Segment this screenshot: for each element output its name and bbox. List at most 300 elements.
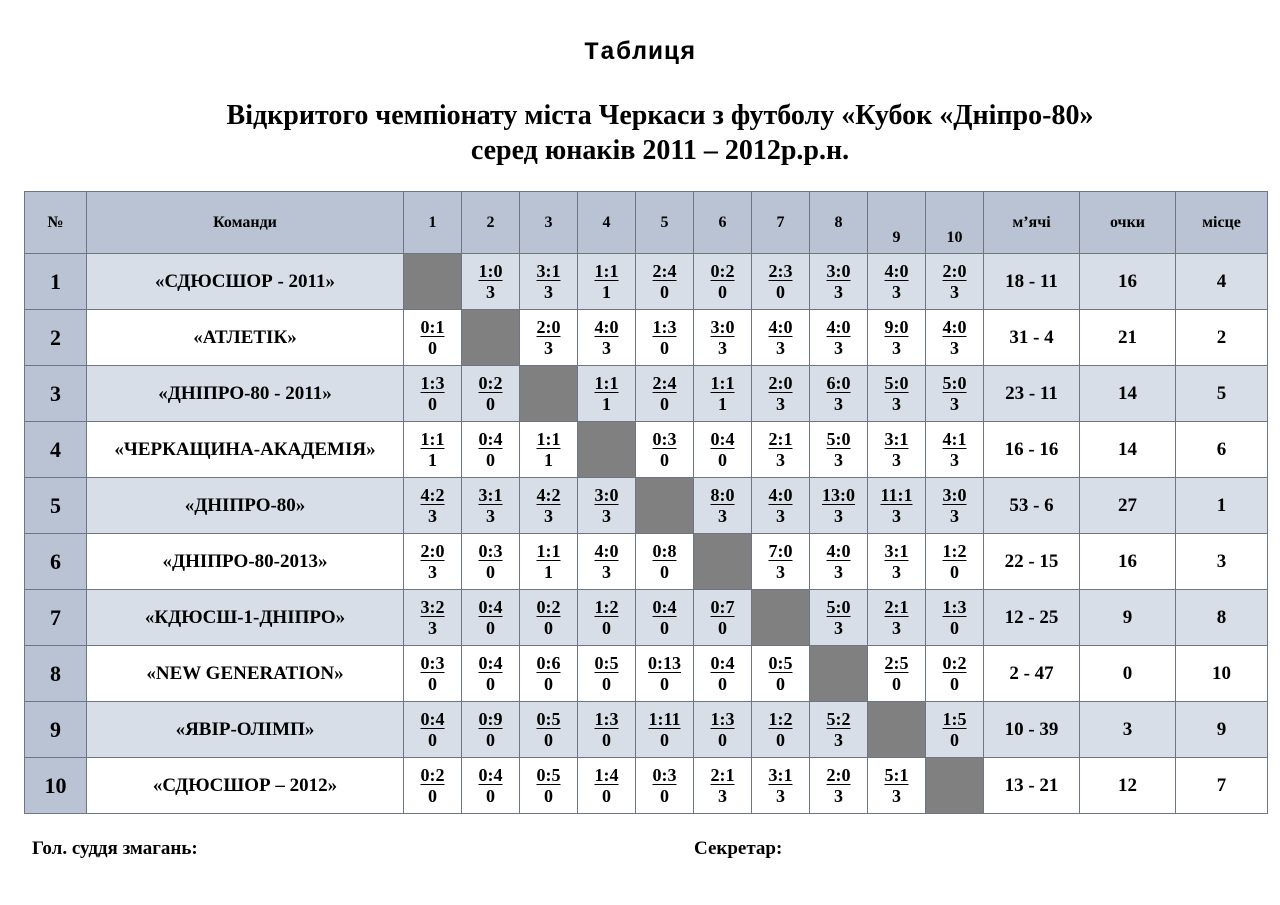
match-score: 1:1 — [536, 428, 561, 449]
match-score: 0:4 — [710, 652, 735, 673]
match-points: 3 — [602, 561, 611, 582]
match-points: 1 — [544, 561, 553, 582]
match-points: 0 — [892, 673, 901, 694]
table-row — [25, 758, 1268, 814]
match-points: 0 — [602, 785, 611, 806]
table-row — [25, 478, 1268, 534]
match-score: 1:1 — [536, 540, 561, 561]
subtitle-line-2: серед юнаків 2011 – 2012р.р.н. — [470, 135, 850, 166]
match-score: 1:3 — [594, 708, 619, 729]
goals-cell: 23 - 11 — [984, 366, 1080, 422]
match-result-cell — [926, 422, 984, 478]
match-points: 0 — [428, 673, 437, 694]
match-points: 1 — [602, 281, 611, 302]
match-result — [537, 261, 561, 303]
match-points: 0 — [718, 281, 727, 302]
match-score: 3:1 — [768, 764, 793, 785]
match-result-cell — [694, 478, 752, 534]
match-score: 0:4 — [478, 428, 503, 449]
match-score: 2:0 — [420, 540, 445, 561]
match-score: 0:13 — [648, 652, 681, 673]
match-score: 9:0 — [884, 316, 909, 337]
match-score: 4:2 — [536, 484, 561, 505]
row-number: 2 — [25, 310, 87, 366]
team-name: «СДЮСШОР - 2011» — [87, 254, 404, 310]
points-cell: 16 — [1080, 254, 1176, 310]
match-score: 0:7 — [710, 596, 735, 617]
match-result — [827, 597, 851, 639]
match-score: 0:3 — [420, 652, 445, 673]
self-match-cell — [752, 590, 810, 646]
match-result — [769, 541, 793, 583]
match-score: 2:5 — [884, 652, 909, 673]
match-result-cell — [520, 310, 578, 366]
match-score: 4:0 — [826, 316, 851, 337]
match-score: 1:4 — [594, 764, 619, 785]
match-result — [769, 709, 793, 751]
match-score: 2:1 — [710, 764, 735, 785]
page-title: Таблиця — [583, 38, 697, 67]
match-points: 3 — [486, 281, 495, 302]
header-goals: м’ячі — [984, 192, 1080, 254]
match-result-cell — [404, 646, 462, 702]
match-points: 3 — [834, 449, 843, 470]
match-points: 0 — [718, 449, 727, 470]
match-points: 0 — [776, 673, 785, 694]
match-score: 2:0 — [942, 260, 967, 281]
match-score: 1:1 — [594, 260, 619, 281]
match-result-cell — [926, 590, 984, 646]
match-result — [595, 597, 619, 639]
match-points: 3 — [776, 449, 785, 470]
match-result-cell — [752, 758, 810, 814]
match-score: 2:0 — [536, 316, 561, 337]
match-result — [885, 261, 909, 303]
match-points: 0 — [486, 393, 495, 414]
match-score: 1:2 — [594, 596, 619, 617]
match-result — [595, 653, 619, 695]
match-score: 4:0 — [942, 316, 967, 337]
match-result — [653, 429, 677, 471]
match-result — [421, 429, 445, 471]
match-result-cell — [868, 254, 926, 310]
match-result — [421, 653, 445, 695]
match-result-cell — [694, 422, 752, 478]
match-points: 3 — [950, 449, 959, 470]
table-row — [25, 702, 1268, 758]
match-result-cell — [404, 590, 462, 646]
match-result — [479, 765, 503, 807]
self-match-cell — [636, 478, 694, 534]
match-result — [595, 373, 619, 415]
match-points: 3 — [950, 337, 959, 358]
match-points: 0 — [486, 673, 495, 694]
match-points: 0 — [950, 729, 959, 750]
match-points: 1 — [602, 393, 611, 414]
match-result — [885, 541, 909, 583]
match-result-cell — [636, 310, 694, 366]
match-score: 0:4 — [478, 652, 503, 673]
team-name: «ЧЕРКАЩИНА-АКАДЕМІЯ» — [87, 422, 404, 478]
match-result — [769, 765, 793, 807]
match-score: 4:0 — [594, 540, 619, 561]
match-score: 3:0 — [710, 316, 735, 337]
match-score: 1:1 — [594, 372, 619, 393]
match-result-cell — [404, 366, 462, 422]
match-result — [421, 485, 445, 527]
match-score: 0:3 — [652, 764, 677, 785]
match-result — [943, 429, 967, 471]
match-result-cell — [520, 590, 578, 646]
points-cell: 14 — [1080, 366, 1176, 422]
match-points: 3 — [834, 729, 843, 750]
match-result — [885, 373, 909, 415]
match-score: 0:2 — [420, 764, 445, 785]
table-row — [25, 590, 1268, 646]
match-result-cell — [926, 478, 984, 534]
match-score: 7:0 — [768, 540, 793, 561]
team-name: «ДНІПРО-80» — [87, 478, 404, 534]
match-result-cell — [578, 310, 636, 366]
match-result — [885, 765, 909, 807]
match-result-cell — [868, 646, 926, 702]
match-result — [943, 261, 967, 303]
match-result — [885, 653, 909, 695]
match-score: 1:3 — [652, 316, 677, 337]
match-result-cell — [926, 702, 984, 758]
points-cell: 16 — [1080, 534, 1176, 590]
place-cell: 2 — [1176, 310, 1268, 366]
match-points: 3 — [834, 505, 843, 526]
match-result-cell — [520, 702, 578, 758]
match-result-cell — [926, 254, 984, 310]
match-result-cell — [636, 366, 694, 422]
match-score: 2:3 — [768, 260, 793, 281]
match-result-cell — [578, 702, 636, 758]
place-cell: 5 — [1176, 366, 1268, 422]
place-cell: 8 — [1176, 590, 1268, 646]
match-result-cell — [462, 590, 520, 646]
match-result-cell — [694, 758, 752, 814]
points-cell: 21 — [1080, 310, 1176, 366]
match-score: 1:5 — [942, 708, 967, 729]
match-score: 0:6 — [536, 652, 561, 673]
match-score: 3:1 — [536, 260, 561, 281]
match-points: 0 — [660, 561, 669, 582]
match-score: 1:3 — [942, 596, 967, 617]
match-result — [479, 373, 503, 415]
match-points: 3 — [602, 505, 611, 526]
match-result-cell — [752, 422, 810, 478]
match-score: 0:1 — [420, 316, 445, 337]
match-result-cell — [462, 758, 520, 814]
match-result-cell — [578, 366, 636, 422]
match-result — [711, 765, 735, 807]
match-result — [827, 541, 851, 583]
match-result-cell — [462, 422, 520, 478]
match-score: 0:5 — [768, 652, 793, 673]
match-result-cell — [752, 702, 810, 758]
place-cell: 7 — [1176, 758, 1268, 814]
match-points: 3 — [892, 337, 901, 358]
match-result-cell — [868, 310, 926, 366]
match-score: 4:1 — [942, 428, 967, 449]
match-result-cell — [926, 310, 984, 366]
goals-cell: 12 - 25 — [984, 590, 1080, 646]
match-score: 0:5 — [594, 652, 619, 673]
row-number: 9 — [25, 702, 87, 758]
match-result-cell — [810, 422, 868, 478]
goals-cell: 13 - 21 — [984, 758, 1080, 814]
match-result — [537, 765, 561, 807]
match-points: 0 — [660, 617, 669, 638]
match-result — [943, 653, 967, 695]
points-cell: 0 — [1080, 646, 1176, 702]
self-match-cell — [694, 534, 752, 590]
match-points: 3 — [834, 393, 843, 414]
standings-table — [24, 191, 1268, 814]
table-row — [25, 646, 1268, 702]
goals-cell: 16 - 16 — [984, 422, 1080, 478]
self-match-cell — [810, 646, 868, 702]
match-result — [711, 709, 735, 751]
match-points: 3 — [834, 617, 843, 638]
match-score: 0:3 — [652, 428, 677, 449]
match-result — [479, 485, 503, 527]
match-score: 1:11 — [648, 708, 681, 729]
goals-cell: 53 - 6 — [984, 478, 1080, 534]
team-name: «СДЮСШОР – 2012» — [87, 758, 404, 814]
header-col-1: 1 — [404, 192, 462, 254]
match-score: 11:1 — [880, 484, 913, 505]
match-result — [537, 429, 561, 471]
match-score: 3:1 — [884, 428, 909, 449]
match-points: 0 — [660, 281, 669, 302]
match-points: 0 — [718, 729, 727, 750]
match-points: 3 — [892, 785, 901, 806]
header-col-9: 9 — [868, 192, 926, 254]
match-result — [769, 653, 793, 695]
table-row — [25, 254, 1268, 310]
match-points: 0 — [486, 561, 495, 582]
match-score: 5:1 — [884, 764, 909, 785]
match-result — [822, 485, 855, 527]
place-cell: 4 — [1176, 254, 1268, 310]
header-team: Команди — [87, 192, 404, 254]
match-result — [711, 485, 735, 527]
match-result — [595, 709, 619, 751]
team-name: «ЯВІР-ОЛІМП» — [87, 702, 404, 758]
match-result — [827, 765, 851, 807]
match-result — [711, 317, 735, 359]
match-score: 0:5 — [536, 764, 561, 785]
match-result — [653, 597, 677, 639]
match-score: 0:8 — [652, 540, 677, 561]
match-result — [537, 597, 561, 639]
match-points: 1 — [718, 393, 727, 414]
points-cell: 12 — [1080, 758, 1176, 814]
match-score: 13:0 — [822, 484, 855, 505]
goals-cell: 2 - 47 — [984, 646, 1080, 702]
match-points: 0 — [776, 729, 785, 750]
match-result — [648, 653, 681, 695]
match-points: 3 — [950, 281, 959, 302]
self-match-cell — [578, 422, 636, 478]
table-row — [25, 366, 1268, 422]
match-result-cell — [462, 534, 520, 590]
match-result-cell — [520, 422, 578, 478]
match-result — [943, 373, 967, 415]
match-score: 0:2 — [478, 372, 503, 393]
row-number: 5 — [25, 478, 87, 534]
match-score: 0:4 — [478, 764, 503, 785]
match-score: 1:0 — [478, 260, 503, 281]
match-result — [711, 261, 735, 303]
place-cell: 3 — [1176, 534, 1268, 590]
match-result-cell — [868, 534, 926, 590]
match-result — [711, 373, 735, 415]
match-points: 3 — [718, 337, 727, 358]
match-score: 2:1 — [768, 428, 793, 449]
match-score: 2:4 — [652, 372, 677, 393]
match-result-cell — [810, 254, 868, 310]
match-result — [421, 765, 445, 807]
match-score: 0:3 — [478, 540, 503, 561]
match-result-cell — [694, 646, 752, 702]
match-result — [653, 541, 677, 583]
match-result — [595, 541, 619, 583]
match-result-cell — [578, 646, 636, 702]
match-points: 3 — [891, 505, 901, 526]
match-result-cell — [578, 478, 636, 534]
match-points: 3 — [544, 505, 553, 526]
subtitle-line-1: Відкритого чемпіонату міста Черкаси з футболу «Кубок «Дніпро-80» — [226, 100, 1094, 131]
match-points: 3 — [892, 617, 901, 638]
match-score: 0:4 — [710, 428, 735, 449]
match-score: 1:1 — [420, 428, 445, 449]
match-score: 0:4 — [478, 596, 503, 617]
table-row — [25, 422, 1268, 478]
match-result-cell — [520, 758, 578, 814]
match-score: 4:0 — [826, 540, 851, 561]
match-points: 1 — [428, 449, 437, 470]
match-result-cell — [694, 254, 752, 310]
match-result — [943, 317, 967, 359]
match-result-cell — [462, 366, 520, 422]
match-result-cell — [694, 702, 752, 758]
match-result — [537, 317, 561, 359]
match-result — [479, 541, 503, 583]
match-result-cell — [404, 422, 462, 478]
match-result-cell — [636, 422, 694, 478]
match-result — [421, 597, 445, 639]
match-result-cell — [810, 758, 868, 814]
row-number: 6 — [25, 534, 87, 590]
match-score: 6:0 — [826, 372, 851, 393]
match-points: 3 — [950, 393, 959, 414]
match-points: 0 — [950, 673, 959, 694]
match-score: 1:2 — [768, 708, 793, 729]
match-result-cell — [926, 534, 984, 590]
match-score: 2:1 — [884, 596, 909, 617]
match-score: 1:3 — [420, 372, 445, 393]
header-col-2: 2 — [462, 192, 520, 254]
match-result — [479, 429, 503, 471]
match-points: 3 — [892, 449, 901, 470]
match-result — [943, 541, 967, 583]
row-number: 10 — [25, 758, 87, 814]
match-result-cell — [810, 590, 868, 646]
table-row — [25, 534, 1268, 590]
match-result — [827, 373, 851, 415]
standings-body — [25, 254, 1268, 814]
match-score: 8:0 — [710, 484, 735, 505]
match-points: 0 — [486, 729, 495, 750]
match-result-cell — [752, 534, 810, 590]
match-score: 1:1 — [710, 372, 735, 393]
match-result — [827, 709, 851, 751]
match-result — [595, 261, 619, 303]
match-result-cell — [868, 478, 926, 534]
match-points: 3 — [834, 785, 843, 806]
match-result — [711, 653, 735, 695]
match-score: 4:0 — [768, 316, 793, 337]
self-match-cell — [868, 702, 926, 758]
match-result — [595, 317, 619, 359]
self-match-cell — [462, 310, 520, 366]
match-result — [648, 709, 680, 751]
match-points: 3 — [544, 281, 553, 302]
match-points: 0 — [950, 617, 959, 638]
match-result — [653, 261, 677, 303]
match-score: 1:2 — [942, 540, 967, 561]
header-col-5: 5 — [636, 192, 694, 254]
match-points: 3 — [718, 785, 727, 806]
match-result-cell — [578, 534, 636, 590]
match-result-cell — [462, 646, 520, 702]
match-result-cell — [520, 254, 578, 310]
points-cell: 14 — [1080, 422, 1176, 478]
place-cell: 1 — [1176, 478, 1268, 534]
match-result — [479, 261, 503, 303]
header-col-8: 8 — [810, 192, 868, 254]
match-result-cell — [868, 590, 926, 646]
match-points: 3 — [834, 337, 843, 358]
row-number: 3 — [25, 366, 87, 422]
match-result-cell — [868, 758, 926, 814]
match-points: 0 — [602, 729, 611, 750]
self-match-cell — [926, 758, 984, 814]
match-result — [769, 317, 793, 359]
match-points: 0 — [486, 785, 495, 806]
match-result-cell — [520, 478, 578, 534]
match-points: 0 — [660, 449, 669, 470]
match-score: 3:0 — [826, 260, 851, 281]
match-points: 3 — [428, 561, 437, 582]
match-score: 0:9 — [478, 708, 503, 729]
match-result-cell — [752, 254, 810, 310]
match-points: 3 — [834, 561, 843, 582]
match-result-cell — [810, 366, 868, 422]
match-result-cell — [926, 366, 984, 422]
match-score: 5:0 — [942, 372, 967, 393]
match-result — [537, 709, 561, 751]
match-result — [769, 373, 793, 415]
match-points: 0 — [428, 729, 437, 750]
match-result — [653, 765, 677, 807]
team-name: «ДНІПРО-80 - 2011» — [87, 366, 404, 422]
match-points: 3 — [776, 561, 785, 582]
